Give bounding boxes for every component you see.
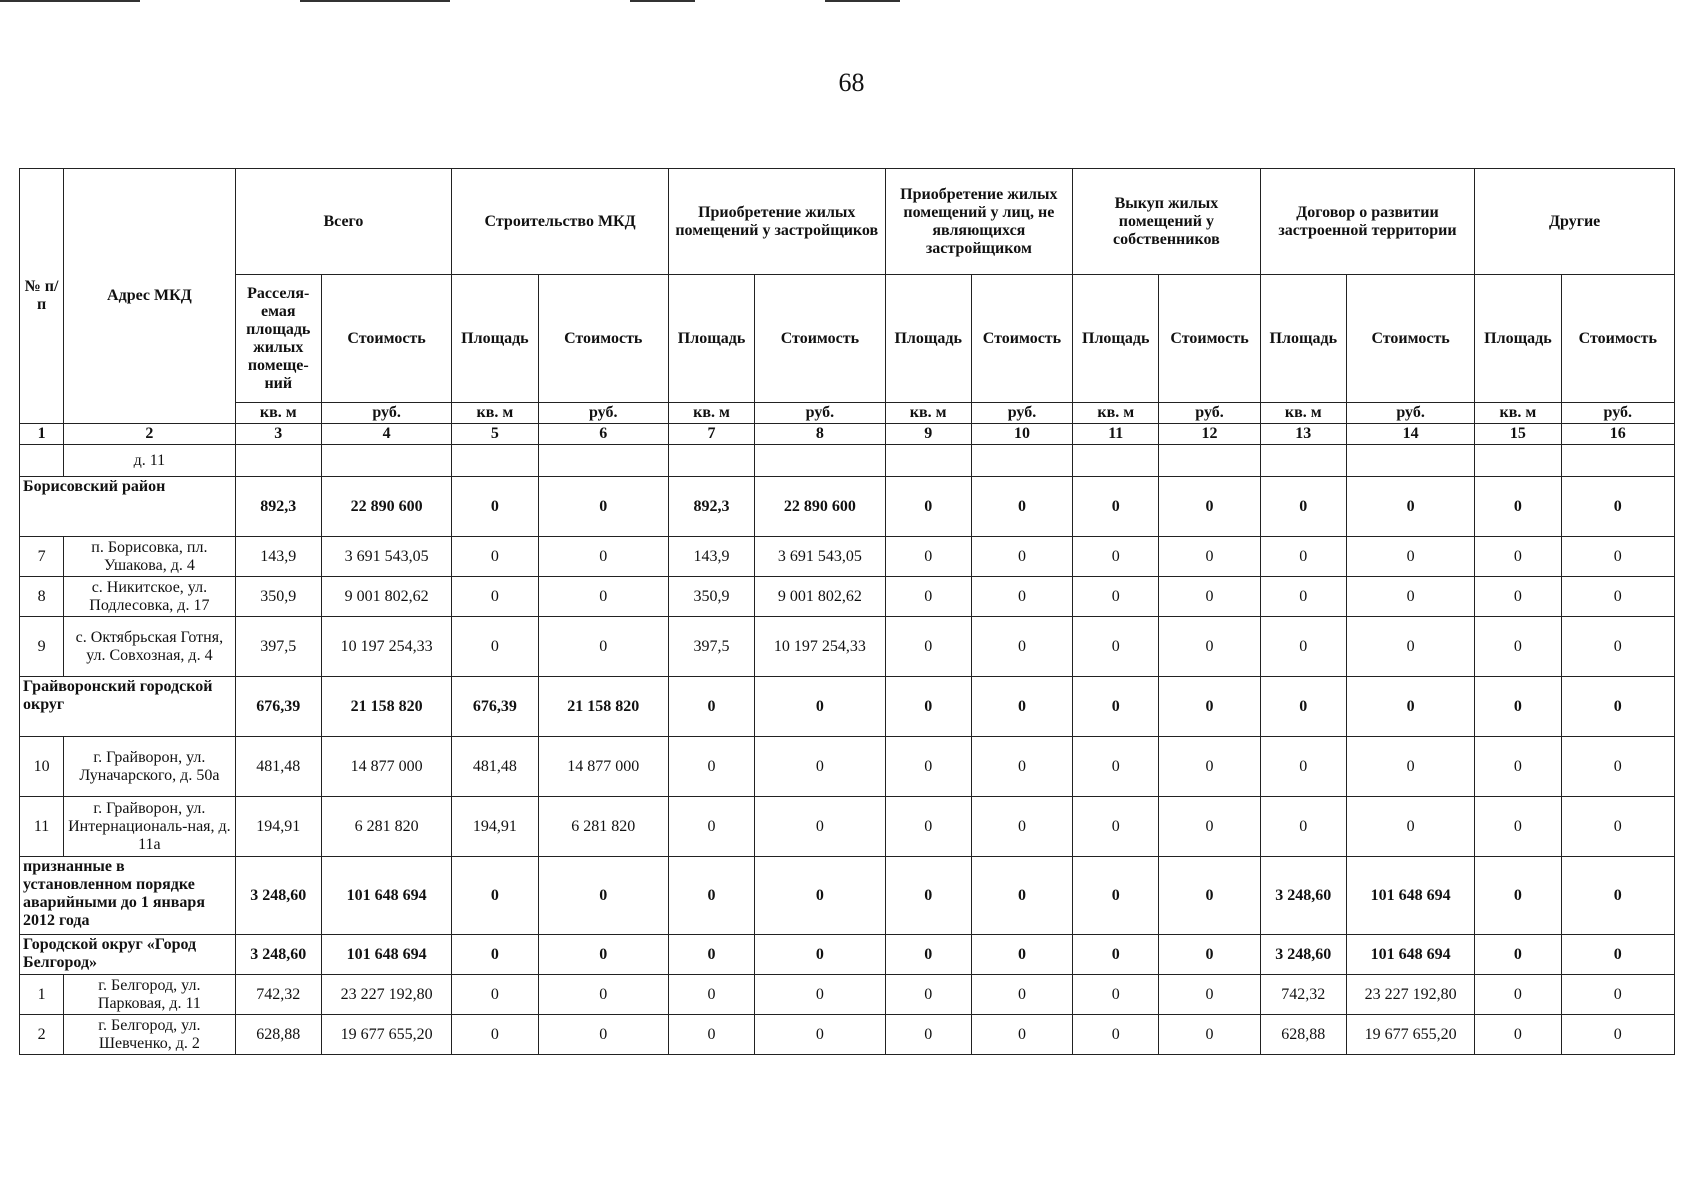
cell-value: 0 xyxy=(1073,857,1159,935)
cell-value: 0 xyxy=(1159,477,1260,537)
cell-value: 0 xyxy=(1073,975,1159,1015)
header-group-territory: Договор о развитии застроенной территории xyxy=(1260,169,1475,275)
cell-value: 397,5 xyxy=(235,617,321,677)
scan-top-edge-marks xyxy=(0,0,1703,4)
column-number: 6 xyxy=(538,424,668,445)
cell-value: 0 xyxy=(1260,617,1346,677)
cell-value: 0 xyxy=(1159,677,1260,737)
cell-value: 676,39 xyxy=(235,677,321,737)
cell-value: 0 xyxy=(971,537,1072,577)
header-unit: кв. м xyxy=(885,403,971,424)
header-unit: руб. xyxy=(755,403,885,424)
cell-value: 194,91 xyxy=(452,797,538,857)
cell-value: 194,91 xyxy=(235,797,321,857)
cell-value: 101 648 694 xyxy=(1346,857,1474,935)
column-number: 5 xyxy=(452,424,538,445)
header-unit: кв. м xyxy=(1073,403,1159,424)
row-num: 10 xyxy=(20,737,64,797)
subtotal-row xyxy=(20,677,1675,737)
cell-value: 0 xyxy=(1561,577,1674,617)
header-group-developers: Приобретение жилых помещений у застройщиков xyxy=(668,169,885,275)
cell-value: 0 xyxy=(1073,797,1159,857)
cell-value: 0 xyxy=(1475,577,1561,617)
row-address: с. Октябрьская Готня, ул. Совхозная, д. 4 xyxy=(64,617,236,677)
column-number: 9 xyxy=(885,424,971,445)
cell-value: 742,32 xyxy=(1260,975,1346,1015)
cell-value: 21 158 820 xyxy=(538,677,668,737)
header-unit: руб. xyxy=(1561,403,1674,424)
row-address: г. Грайворон, ул. Луначарского, д. 50а xyxy=(64,737,236,797)
cell-value: 0 xyxy=(452,975,538,1015)
cell-value: 101 648 694 xyxy=(1346,935,1474,975)
cell-value: 0 xyxy=(538,975,668,1015)
table-row xyxy=(20,797,1675,857)
cell-value: 21 158 820 xyxy=(321,677,451,737)
header-sub: Стоимость xyxy=(1346,275,1474,403)
cell-value: 0 xyxy=(971,737,1072,797)
cell-value: 0 xyxy=(1159,1015,1260,1055)
column-number: 11 xyxy=(1073,424,1159,445)
table-row xyxy=(20,537,1675,577)
header-unit: кв. м xyxy=(1475,403,1561,424)
cell-value: 0 xyxy=(1073,935,1159,975)
table-body xyxy=(20,445,1675,1055)
cell-value: 0 xyxy=(1073,1015,1159,1055)
cell-value: 14 877 000 xyxy=(538,737,668,797)
cell-value: 0 xyxy=(1561,677,1674,737)
cell-value: 0 xyxy=(1561,935,1674,975)
header-unit: кв. м xyxy=(235,403,321,424)
cell-value: 0 xyxy=(538,617,668,677)
header-unit: руб. xyxy=(321,403,451,424)
header-unit: руб. xyxy=(538,403,668,424)
column-number: 12 xyxy=(1159,424,1260,445)
header-sub: Стоимость xyxy=(538,275,668,403)
cell-value: 350,9 xyxy=(668,577,754,617)
cell-value: 0 xyxy=(1260,737,1346,797)
table-row xyxy=(20,617,1675,677)
cell-value: 101 648 694 xyxy=(321,935,451,975)
cell-value: 0 xyxy=(1159,935,1260,975)
cell-value: 10 197 254,33 xyxy=(321,617,451,677)
cell-value: 0 xyxy=(1159,537,1260,577)
cell-value: 19 677 655,20 xyxy=(321,1015,451,1055)
cell-value: 22 890 600 xyxy=(321,477,451,537)
cell-value: 0 xyxy=(755,737,885,797)
row-num: 9 xyxy=(20,617,64,677)
column-number: 7 xyxy=(668,424,754,445)
cell-value: 0 xyxy=(668,975,754,1015)
header-group-total: Всего xyxy=(235,169,452,275)
cell-value: 0 xyxy=(668,677,754,737)
column-number: 2 xyxy=(64,424,236,445)
cell-value: 0 xyxy=(1475,477,1561,537)
cell-value: 0 xyxy=(1159,617,1260,677)
cell-value: 0 xyxy=(538,857,668,935)
header-unit: кв. м xyxy=(668,403,754,424)
row-address: г. Белгород, ул. Парковая, д. 11 xyxy=(64,975,236,1015)
cell-value: 0 xyxy=(885,537,971,577)
cell-value: 0 xyxy=(452,935,538,975)
cell-value: 0 xyxy=(668,857,754,935)
row-address: п. Борисовка, пл. Ушакова, д. 4 xyxy=(64,537,236,577)
header-unit: кв. м xyxy=(1260,403,1346,424)
header-sub: Площадь xyxy=(1475,275,1561,403)
cell-value: 0 xyxy=(452,1015,538,1055)
cell-value: 6 281 820 xyxy=(321,797,451,857)
row-address: д. 11 xyxy=(64,445,236,477)
header-sub: Стоимость xyxy=(971,275,1072,403)
row-num: 1 xyxy=(20,975,64,1015)
cell-value: 0 xyxy=(1346,477,1474,537)
cell-value: 10 197 254,33 xyxy=(755,617,885,677)
row-num xyxy=(20,445,64,477)
column-number: 4 xyxy=(321,424,451,445)
table-header xyxy=(20,169,1675,445)
cell-value: 0 xyxy=(538,577,668,617)
cell-value: 0 xyxy=(1159,797,1260,857)
cell-value: 0 xyxy=(1073,477,1159,537)
cell-value: 892,3 xyxy=(235,477,321,537)
cell-value: 0 xyxy=(538,935,668,975)
cell-value: 0 xyxy=(1475,1015,1561,1055)
cell-value: 0 xyxy=(538,537,668,577)
column-number: 10 xyxy=(971,424,1072,445)
cell-value: 0 xyxy=(971,857,1072,935)
cell-value: 0 xyxy=(971,935,1072,975)
resettlement-table xyxy=(19,168,1675,1055)
cell-value: 0 xyxy=(1561,617,1674,677)
column-number: 13 xyxy=(1260,424,1346,445)
cell-value: 3 248,60 xyxy=(1260,935,1346,975)
cell-value: 481,48 xyxy=(452,737,538,797)
cell-value: 0 xyxy=(755,975,885,1015)
cell-value: 0 xyxy=(1159,577,1260,617)
cell-value: 0 xyxy=(885,975,971,1015)
table-row xyxy=(20,975,1675,1015)
cell-value: 0 xyxy=(1561,737,1674,797)
row-address: с. Никитское, ул. Подлесовка, д. 17 xyxy=(64,577,236,617)
cell-value: 0 xyxy=(668,1015,754,1055)
row-address: г. Грайворон, ул. Интернациональ-ная, д. 11а xyxy=(64,797,236,857)
header-group-buyout: Выкуп жилых помещений у собственников xyxy=(1073,169,1261,275)
cell-value: 0 xyxy=(971,577,1072,617)
column-number: 8 xyxy=(755,424,885,445)
cell-value: 0 xyxy=(538,477,668,537)
cell-value: 0 xyxy=(755,857,885,935)
row-num: 11 xyxy=(20,797,64,857)
header-unit: руб. xyxy=(1346,403,1474,424)
header-group-construction: Строительство МКД xyxy=(452,169,669,275)
cell-value: 0 xyxy=(1346,537,1474,577)
cell-value: 742,32 xyxy=(235,975,321,1015)
column-number: 16 xyxy=(1561,424,1674,445)
cell-value: 0 xyxy=(1260,537,1346,577)
cell-value: 0 xyxy=(971,677,1072,737)
cell-value: 0 xyxy=(452,537,538,577)
header-sub: Стоимость xyxy=(755,275,885,403)
cell-value: 0 xyxy=(755,677,885,737)
subtotal-label: Борисовский район xyxy=(20,477,236,537)
header-sub: Площадь xyxy=(668,275,754,403)
cell-value: 0 xyxy=(885,677,971,737)
cell-value: 0 xyxy=(755,1015,885,1055)
column-number: 1 xyxy=(20,424,64,445)
cell-value: 481,48 xyxy=(235,737,321,797)
cell-value: 0 xyxy=(1073,617,1159,677)
cell-value: 143,9 xyxy=(668,537,754,577)
cell-value: 0 xyxy=(885,477,971,537)
header-sub: Стоимость xyxy=(1159,275,1260,403)
cell-value: 0 xyxy=(1475,935,1561,975)
cell-value: 0 xyxy=(885,617,971,677)
cell-value: 0 xyxy=(1346,737,1474,797)
cell-value: 0 xyxy=(668,737,754,797)
subtotal-label: признанные в установленном порядке аварийными до 1 января 2012 года xyxy=(20,857,236,935)
cell-value: 0 xyxy=(452,617,538,677)
table-row xyxy=(20,1015,1675,1055)
header-unit: кв. м xyxy=(452,403,538,424)
subtotal-row xyxy=(20,935,1675,975)
row-num: 2 xyxy=(20,1015,64,1055)
cell-value: 101 648 694 xyxy=(321,857,451,935)
cell-value: 0 xyxy=(1561,537,1674,577)
cell-value: 0 xyxy=(885,577,971,617)
row-num: 8 xyxy=(20,577,64,617)
cell-value: 22 890 600 xyxy=(755,477,885,537)
cell-value: 0 xyxy=(1073,737,1159,797)
table-row xyxy=(20,737,1675,797)
cell-value: 0 xyxy=(1475,737,1561,797)
cell-value: 0 xyxy=(1561,1015,1674,1055)
cell-value: 0 xyxy=(885,857,971,935)
cell-value: 0 xyxy=(1260,797,1346,857)
header-sub: Расселя-емая площадь жилых помеще-ний xyxy=(235,275,321,403)
header-sub: Стоимость xyxy=(321,275,451,403)
cell-value: 0 xyxy=(885,1015,971,1055)
header-sub: Площадь xyxy=(885,275,971,403)
row-num: 7 xyxy=(20,537,64,577)
cell-value: 3 248,60 xyxy=(235,857,321,935)
cell-value: 350,9 xyxy=(235,577,321,617)
subtotal-label: Грайворонский городской округ xyxy=(20,677,236,737)
cell-value: 0 xyxy=(1561,797,1674,857)
cell-value: 0 xyxy=(452,857,538,935)
cell-value: 0 xyxy=(885,737,971,797)
table-row xyxy=(20,577,1675,617)
cell-value: 14 877 000 xyxy=(321,737,451,797)
cell-value: 0 xyxy=(452,577,538,617)
cell-value: 3 248,60 xyxy=(1260,857,1346,935)
cell-value: 397,5 xyxy=(668,617,754,677)
cell-value: 892,3 xyxy=(668,477,754,537)
cell-value: 0 xyxy=(755,935,885,975)
continuation-row xyxy=(20,445,1675,477)
cell-value: 0 xyxy=(1073,577,1159,617)
header-sub: Площадь xyxy=(1260,275,1346,403)
cell-value: 9 001 802,62 xyxy=(321,577,451,617)
cell-value: 0 xyxy=(1346,617,1474,677)
cell-value: 0 xyxy=(1159,857,1260,935)
cell-value: 143,9 xyxy=(235,537,321,577)
cell-value: 0 xyxy=(971,1015,1072,1055)
cell-value: 0 xyxy=(755,797,885,857)
cell-value: 0 xyxy=(1260,577,1346,617)
cell-value: 3 691 543,05 xyxy=(321,537,451,577)
subtotal-row xyxy=(20,857,1675,935)
subtotal-row xyxy=(20,477,1675,537)
header-address: Адрес МКД xyxy=(64,169,236,424)
cell-value: 3 248,60 xyxy=(235,935,321,975)
cell-value: 3 691 543,05 xyxy=(755,537,885,577)
cell-value: 0 xyxy=(1475,677,1561,737)
page-number: 68 xyxy=(838,68,865,97)
cell-value: 676,39 xyxy=(452,677,538,737)
cell-value: 0 xyxy=(538,1015,668,1055)
cell-value: 0 xyxy=(668,797,754,857)
header-unit: руб. xyxy=(1159,403,1260,424)
subtotal-label: Городской округ «Город Белгород» xyxy=(20,935,236,975)
row-address: г. Белгород, ул. Шевченко, д. 2 xyxy=(64,1015,236,1055)
cell-value: 0 xyxy=(1346,677,1474,737)
cell-value: 0 xyxy=(1260,477,1346,537)
cell-value: 0 xyxy=(1073,677,1159,737)
cell-value: 0 xyxy=(1475,537,1561,577)
cell-value: 23 227 192,80 xyxy=(321,975,451,1015)
cell-value: 0 xyxy=(1346,577,1474,617)
column-number: 14 xyxy=(1346,424,1474,445)
header-num: № п/п xyxy=(20,169,64,424)
column-number: 3 xyxy=(235,424,321,445)
column-number: 15 xyxy=(1475,424,1561,445)
cell-value: 0 xyxy=(971,797,1072,857)
header-group-other: Другие xyxy=(1475,169,1675,275)
cell-value: 628,88 xyxy=(1260,1015,1346,1055)
cell-value: 0 xyxy=(1475,857,1561,935)
cell-value: 0 xyxy=(1159,975,1260,1015)
header-group-non-developers: Приобретение жилых помещений у лиц, не являющихся застройщиком xyxy=(885,169,1073,275)
cell-value: 0 xyxy=(971,477,1072,537)
header-sub: Площадь xyxy=(452,275,538,403)
cell-value: 6 281 820 xyxy=(538,797,668,857)
header-unit: руб. xyxy=(971,403,1072,424)
cell-value: 0 xyxy=(1260,677,1346,737)
cell-value: 0 xyxy=(668,935,754,975)
cell-value: 0 xyxy=(1561,477,1674,537)
cell-value: 0 xyxy=(1561,975,1674,1015)
cell-value: 0 xyxy=(1475,797,1561,857)
cell-value: 0 xyxy=(885,797,971,857)
cell-value: 0 xyxy=(1159,737,1260,797)
cell-value: 0 xyxy=(1346,797,1474,857)
cell-value: 0 xyxy=(452,477,538,537)
cell-value: 0 xyxy=(1475,975,1561,1015)
header-sub: Стоимость xyxy=(1561,275,1674,403)
cell-value: 0 xyxy=(971,617,1072,677)
cell-value: 9 001 802,62 xyxy=(755,577,885,617)
cell-value: 23 227 192,80 xyxy=(1346,975,1474,1015)
cell-value: 0 xyxy=(1561,857,1674,935)
cell-value: 0 xyxy=(971,975,1072,1015)
cell-value: 19 677 655,20 xyxy=(1346,1015,1474,1055)
cell-value: 0 xyxy=(885,935,971,975)
cell-value: 0 xyxy=(1475,617,1561,677)
cell-value: 0 xyxy=(1073,537,1159,577)
header-sub: Площадь xyxy=(1073,275,1159,403)
cell-value: 628,88 xyxy=(235,1015,321,1055)
